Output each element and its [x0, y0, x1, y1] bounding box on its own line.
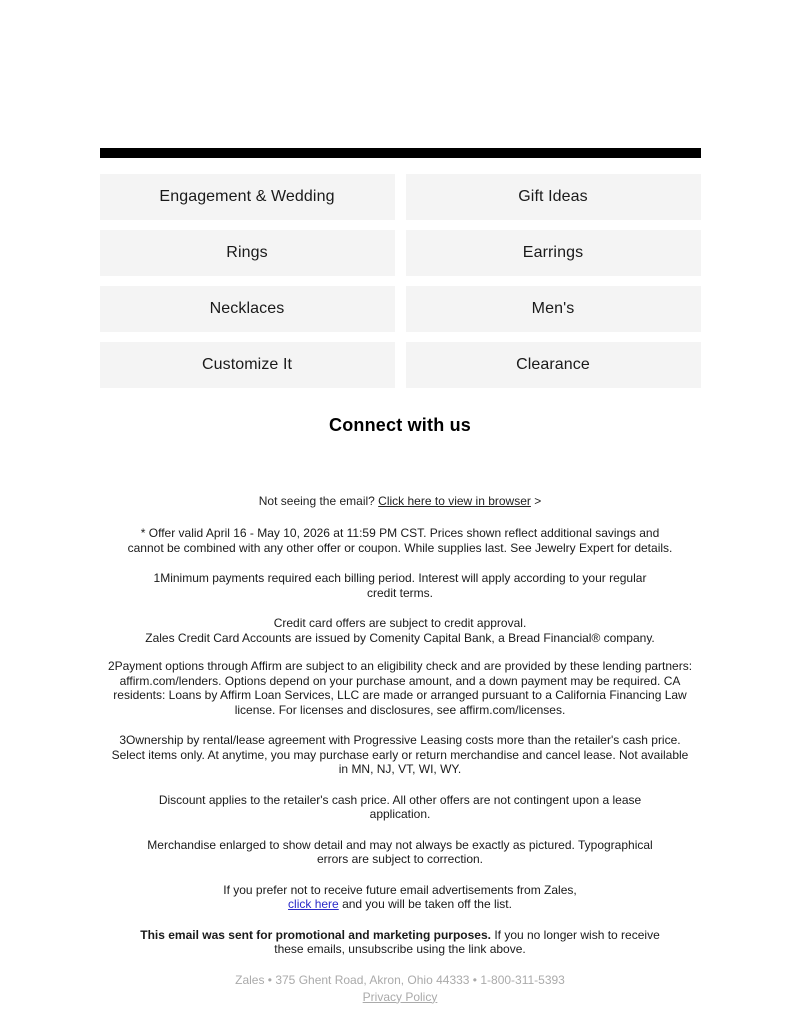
social-icons-row: [100, 436, 701, 484]
view-in-browser-link[interactable]: Click here to view in browser: [378, 494, 531, 508]
unsubscribe-notice: [100, 883, 701, 912]
promotional-purposes-notice: [100, 928, 701, 957]
footer-address-block: [100, 973, 701, 1006]
disclaimer-merchandise: Merchandise enlarged to show detail and may not always be exactly as pictured. Typographical errors are subject to correction.: [147, 837, 653, 866]
disclaimer-affirm: 2Payment options through Affirm are subject to an eligibility check and are provided by these lending partners: affirm.com/lenders. Options depend on your purchase amount, and a down payment may be required. CA residents: Loans by Affirm Loan Services, LLC are made or arranged pursuant to a California Financing Law license. For licenses and disclosures, see affirm.com/licenses.: [107, 659, 693, 717]
view-in-browser-line: [100, 494, 701, 508]
company-address-line: Zales • 375 Ghent Road, Akron, Ohio 44333 • 1-800-311-5393: [235, 972, 565, 987]
nav-button-mens[interactable]: [406, 286, 701, 332]
nav-button-clearance[interactable]: [406, 342, 701, 388]
disclaimer-offer: * Offer valid April 16 - May 10, 2026 at 11:59 PM CST. Prices shown reflect additional savings and cannot be combined with any other offer or coupon. While supplies last. See Jewelry Expert for details.: [127, 526, 673, 555]
nav-button-label: Necklaces: [209, 300, 285, 317]
unsubscribe-line2-suffix: and you will be taken off the list.: [338, 897, 512, 911]
view-in-browser-suffix: >: [530, 494, 542, 508]
category-nav-grid: [100, 174, 701, 398]
disclaimer-discount: Discount applies to the retailer's cash price. All other offers are not contingent upon a lease application.: [158, 792, 642, 821]
nav-button-label: Rings: [226, 244, 268, 261]
legal-disclaimers: [100, 526, 701, 957]
nav-button-label: Earrings: [522, 244, 584, 261]
disclaimer-credit-accounts: Zales Credit Card Accounts are issued by Comenity Capital Bank, a Bread Financial® company.: [145, 630, 655, 645]
promotional-notice-rest: If you no longer wish to receive these emails, unsubscribe using the link above.: [274, 927, 660, 956]
nav-button-label: Customize It: [201, 356, 293, 373]
nav-button-customize-it[interactable]: [100, 342, 395, 388]
nav-button-gift-ideas[interactable]: [406, 174, 701, 220]
nav-button-earrings[interactable]: [406, 230, 701, 276]
nav-button-label: Clearance: [516, 356, 590, 373]
nav-button-rings[interactable]: [100, 230, 395, 276]
nav-button-label: Men's: [531, 300, 575, 317]
promotional-notice-bold: This email was sent for promotional and marketing purposes.: [140, 927, 491, 942]
hero-image-region: [0, 0, 800, 148]
disclaimer-minimum-payments: 1Minimum payments required each billing period. Interest will apply according to your regular credit terms.: [153, 571, 647, 600]
black-divider-bar: [100, 148, 701, 158]
unsubscribe-line1: If you prefer not to receive future email advertisements from Zales,: [223, 882, 577, 897]
connect-with-us-heading: Connect with us: [329, 415, 471, 435]
nav-button-necklaces[interactable]: [100, 286, 395, 332]
privacy-policy-link[interactable]: Privacy Policy: [362, 989, 438, 1004]
nav-button-label: Gift Ideas: [518, 188, 588, 205]
email-content-column: [100, 148, 701, 1006]
disclaimer-credit-block: [100, 616, 701, 645]
disclaimer-progressive-leasing: 3Ownership by rental/lease agreement with Progressive Leasing costs more than the retailer's cash price. Select items only. At anytime, you may purchase early or return merchandise and cancel lease. Not available in MN, NJ, VT, WI, WY.: [111, 733, 689, 776]
view-in-browser-prefix: Not seeing the email?: [258, 494, 379, 508]
disclaimer-credit-approval: Credit card offers are subject to credit approval.: [273, 616, 527, 630]
nav-button-engagement-wedding[interactable]: [100, 174, 395, 220]
nav-button-label: Engagement & Wedding: [159, 188, 335, 205]
unsubscribe-click-here-link[interactable]: click here: [288, 897, 339, 911]
